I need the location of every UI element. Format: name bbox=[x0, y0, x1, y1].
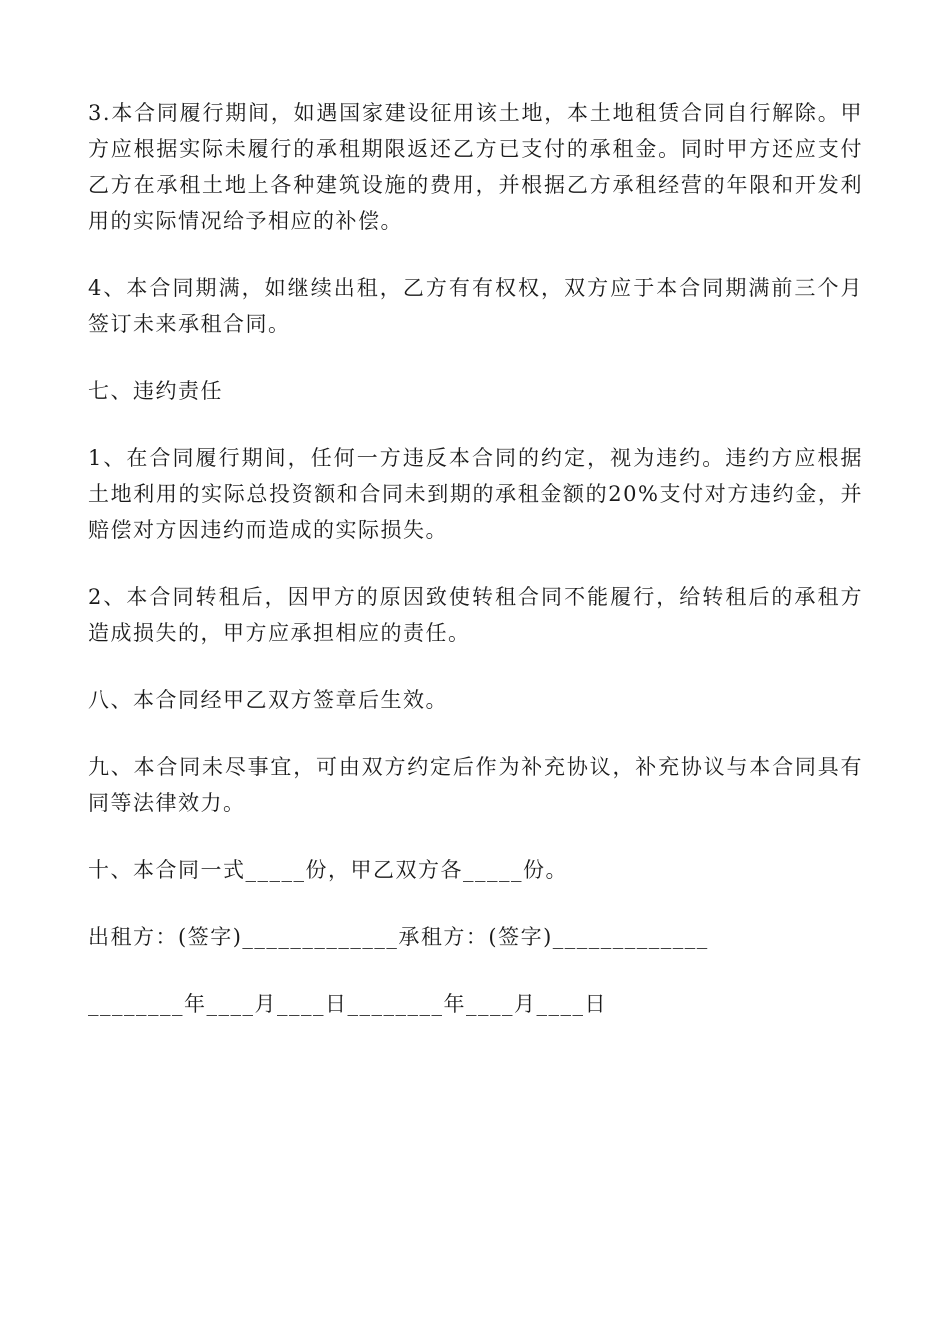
document-body bbox=[88, 95, 863, 1053]
section-ten-copies: 十、本合同一式_____份，甲乙双方各_____份。 bbox=[88, 858, 568, 882]
date-line: ________年____月____日________年____月____日 bbox=[88, 992, 607, 1016]
section-heading-breach-liability: 七、违约责任 bbox=[88, 379, 223, 403]
clause-2-sublease: 2、本合同转租后，因甲方的原因致使转租合同不能履行，给转租后的承租方造成损失的，甲方应承担相应的责任。 bbox=[88, 585, 863, 645]
section-nine-supplementary: 九、本合同未尽事宜，可由双方约定后作为补充协议，补充协议与本合同具有同等法律效力。 bbox=[88, 755, 863, 815]
section-eight-effective: 八、本合同经甲乙双方签章后生效。 bbox=[88, 688, 448, 712]
signature-line: 出租方：(签字)_____________承租方：(签字)_____________ bbox=[88, 925, 709, 949]
clause-4-contract-expiry: 4、本合同期满，如继续出租，乙方有有权权，双方应于本合同期满前三个月签订未来承租合同。 bbox=[88, 276, 863, 336]
clause-1-breach: 1、在合同履行期间，任何一方违反本合同的约定，视为违约。违约方应根据土地利用的实际总投资额和合同未到期的承租金额的20%支付对方违约金，并赔偿对方因违约而造成的实际损失。 bbox=[88, 446, 863, 542]
clause-3-land-requisition: 3.本合同履行期间，如遇国家建设征用该土地，本土地租赁合同自行解除。甲方应根据实际未履行的承租期限返还乙方已支付的承租金。同时甲方还应支付乙方在承租土地上各种建筑设施的费用，并根据乙方承租经营的年限和开发利用的实际情况给予相应的补偿。 bbox=[88, 101, 863, 233]
